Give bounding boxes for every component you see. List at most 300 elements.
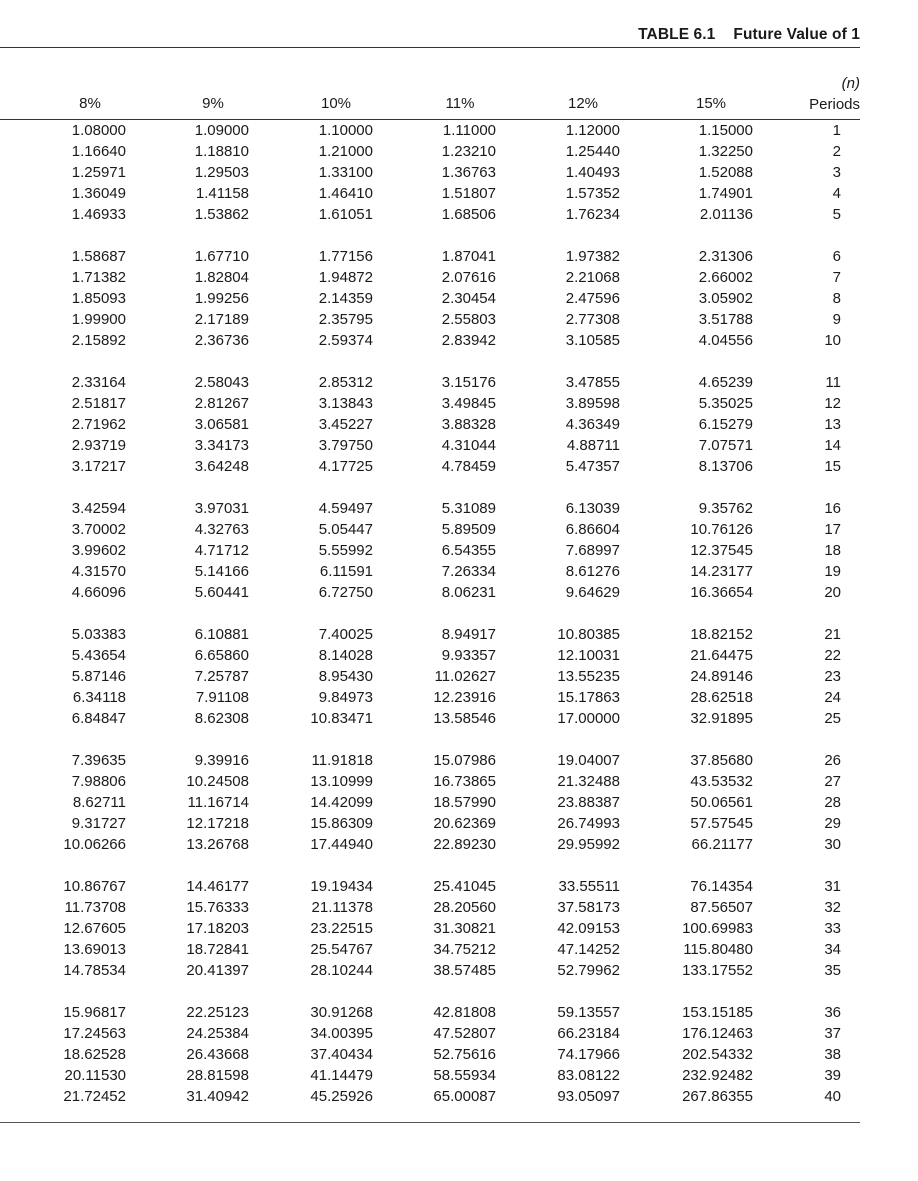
- value-cell: 1.16640: [71, 143, 126, 160]
- value-cell: 267.86355: [682, 1088, 753, 1105]
- table-row: [0, 267, 841, 288]
- value-cell: 2.85312: [318, 374, 373, 391]
- value-cell: 30.91268: [310, 1004, 373, 1021]
- value-cell: 66.21177: [691, 836, 753, 853]
- value-cell: 7.91108: [195, 689, 249, 706]
- value-cell: 14.23177: [690, 563, 753, 580]
- value-cell: 24.89146: [690, 668, 753, 685]
- value-cell: 20.11530: [64, 1067, 126, 1084]
- value-cell: 76.14354: [690, 878, 753, 895]
- value-cell: 15.17863: [557, 689, 620, 706]
- table-row: [0, 561, 841, 582]
- period-cell: 39: [824, 1067, 841, 1084]
- value-cell: 3.10585: [565, 332, 620, 349]
- value-cell: 115.80480: [683, 941, 753, 958]
- value-cell: 19.04007: [557, 752, 620, 769]
- table-row: [0, 624, 841, 645]
- value-cell: 1.36049: [71, 185, 126, 202]
- value-cell: 11.16714: [187, 794, 249, 811]
- value-cell: 2.66002: [698, 269, 753, 286]
- value-cell: 93.05097: [557, 1088, 620, 1105]
- table-row: [0, 372, 841, 393]
- spacer-cell: [0, 729, 841, 750]
- period-cell: 8: [832, 290, 841, 307]
- period-cell: 2: [832, 143, 841, 160]
- value-cell: 1.51807: [441, 185, 496, 202]
- value-cell: 83.08122: [557, 1067, 620, 1084]
- column-header-rate: 12%: [567, 95, 599, 112]
- value-cell: 28.10244: [310, 962, 373, 979]
- period-cell: 33: [824, 920, 841, 937]
- value-cell: 1.58687: [71, 248, 126, 265]
- value-cell: 13.58546: [433, 710, 496, 727]
- table-row: [0, 519, 841, 540]
- value-cell: 66.23184: [557, 1025, 620, 1042]
- value-cell: 2.51817: [71, 395, 126, 412]
- value-cell: 11.73708: [64, 899, 126, 916]
- value-cell: 1.76234: [565, 206, 620, 223]
- period-cell: 23: [824, 668, 841, 685]
- value-cell: 1.29503: [194, 164, 249, 181]
- value-cell: 50.06561: [690, 794, 753, 811]
- column-header-periods: [790, 73, 860, 115]
- table-row: [0, 141, 841, 162]
- value-cell: 18.82152: [690, 626, 753, 643]
- value-cell: 4.71712: [194, 542, 249, 559]
- value-cell: 1.15000: [698, 122, 753, 139]
- value-cell: 25.54767: [310, 941, 373, 958]
- value-cell: 3.17217: [71, 458, 126, 475]
- table-row: [0, 246, 841, 267]
- value-cell: 1.85093: [71, 290, 126, 307]
- table-row: [0, 771, 841, 792]
- column-header-rate: 9%: [202, 95, 224, 112]
- value-cell: 2.17189: [194, 311, 249, 328]
- column-header-rate: 8%: [79, 95, 101, 112]
- value-cell: 6.10881: [194, 626, 249, 643]
- table-row: [0, 1002, 841, 1023]
- value-cell: 13.26768: [186, 836, 249, 853]
- value-cell: 5.43654: [71, 647, 126, 664]
- value-cell: 45.25926: [310, 1088, 373, 1105]
- period-cell: 1: [832, 122, 841, 139]
- value-cell: 23.22515: [310, 920, 373, 937]
- value-cell: 3.05902: [698, 290, 753, 307]
- value-cell: 9.64629: [565, 584, 620, 601]
- value-cell: 3.42594: [71, 500, 126, 517]
- value-cell: 33.55511: [558, 878, 620, 895]
- value-cell: 9.39916: [194, 752, 249, 769]
- future-value-table: [0, 120, 841, 1107]
- value-cell: 1.32250: [698, 143, 753, 160]
- value-cell: 10.80385: [557, 626, 620, 643]
- table-row: [0, 204, 841, 225]
- value-cell: 13.10999: [310, 773, 373, 790]
- table-row: [0, 330, 841, 351]
- value-cell: 6.72750: [318, 584, 373, 601]
- value-cell: 31.30821: [433, 920, 496, 937]
- value-cell: 5.87146: [71, 668, 126, 685]
- table-row: [0, 1065, 841, 1086]
- table-row: [0, 309, 841, 330]
- value-cell: 3.97031: [194, 500, 249, 517]
- period-cell: 38: [824, 1046, 841, 1063]
- value-cell: 2.15892: [71, 332, 126, 349]
- value-cell: 1.94872: [318, 269, 373, 286]
- period-cell: 5: [832, 206, 841, 223]
- value-cell: 3.49845: [441, 395, 496, 412]
- value-cell: 14.42099: [310, 794, 373, 811]
- value-cell: 2.58043: [194, 374, 249, 391]
- table-row: [0, 687, 841, 708]
- spacer-cell: [0, 981, 841, 1002]
- value-cell: 9.93357: [441, 647, 496, 664]
- value-cell: 1.11000: [442, 122, 496, 139]
- value-cell: 6.13039: [565, 500, 620, 517]
- table-row: [0, 666, 841, 687]
- value-cell: 5.31089: [441, 500, 496, 517]
- table-row: [0, 918, 841, 939]
- table-row: [0, 120, 841, 141]
- value-cell: 8.94917: [441, 626, 496, 643]
- period-cell: 31: [824, 878, 841, 895]
- value-cell: 2.55803: [441, 311, 496, 328]
- value-cell: 38.57485: [433, 962, 496, 979]
- value-cell: 3.34173: [194, 437, 249, 454]
- value-cell: 4.31044: [441, 437, 496, 454]
- value-cell: 1.68506: [441, 206, 496, 223]
- period-cell: 11: [825, 374, 841, 391]
- period-cell: 37: [824, 1025, 841, 1042]
- value-cell: 8.62711: [72, 794, 126, 811]
- value-cell: 21.11378: [311, 899, 373, 916]
- value-cell: 7.26334: [441, 563, 496, 580]
- value-cell: 3.13843: [318, 395, 373, 412]
- value-cell: 7.39635: [71, 752, 126, 769]
- value-cell: 1.08000: [71, 122, 126, 139]
- value-cell: 23.88387: [557, 794, 620, 811]
- value-cell: 22.89230: [433, 836, 496, 853]
- value-cell: 10.06266: [63, 836, 126, 853]
- value-cell: 1.53862: [194, 206, 249, 223]
- value-cell: 232.92482: [682, 1067, 753, 1084]
- period-cell: 6: [832, 248, 841, 265]
- value-cell: 1.61051: [318, 206, 373, 223]
- bottom-rule: [0, 1122, 860, 1123]
- value-cell: 9.31727: [71, 815, 126, 832]
- value-cell: 47.14252: [557, 941, 620, 958]
- value-cell: 1.12000: [565, 122, 620, 139]
- value-cell: 21.72452: [63, 1088, 126, 1105]
- value-cell: 5.89509: [441, 521, 496, 538]
- value-cell: 3.15176: [441, 374, 496, 391]
- value-cell: 29.95992: [557, 836, 620, 853]
- table-body: [0, 120, 841, 1107]
- column-header-rate: 15%: [695, 95, 727, 112]
- value-cell: 2.07616: [441, 269, 496, 286]
- period-cell: 27: [824, 773, 841, 790]
- table-row: [0, 750, 841, 771]
- value-cell: 3.89598: [565, 395, 620, 412]
- period-cell: 32: [824, 899, 841, 916]
- table-title: [638, 26, 860, 44]
- value-cell: 31.40942: [186, 1088, 249, 1105]
- value-cell: 10.83471: [310, 710, 373, 727]
- period-cell: 15: [824, 458, 841, 475]
- table-row: [0, 939, 841, 960]
- value-cell: 7.68997: [565, 542, 620, 559]
- value-cell: 37.58173: [557, 899, 620, 916]
- column-header-rate: 11%: [445, 95, 475, 112]
- table-row: [0, 960, 841, 981]
- value-cell: 4.04556: [698, 332, 753, 349]
- value-cell: 1.57352: [565, 185, 620, 202]
- value-cell: 8.62308: [194, 710, 249, 727]
- table-row: [0, 1023, 841, 1044]
- value-cell: 2.77308: [565, 311, 620, 328]
- period-cell: 10: [824, 332, 841, 349]
- value-cell: 153.15185: [682, 1004, 753, 1021]
- periods-symbol: (n): [841, 75, 860, 92]
- value-cell: 1.21000: [318, 143, 373, 160]
- value-cell: 34.75212: [433, 941, 496, 958]
- value-cell: 3.06581: [194, 416, 249, 433]
- value-cell: 18.57990: [433, 794, 496, 811]
- value-cell: 1.41158: [195, 185, 249, 202]
- value-cell: 7.07571: [698, 437, 753, 454]
- value-cell: 15.86309: [310, 815, 373, 832]
- table-name: Future Value of 1: [733, 26, 860, 43]
- value-cell: 43.53532: [690, 773, 753, 790]
- value-cell: 4.31570: [71, 563, 126, 580]
- value-cell: 1.40493: [565, 164, 620, 181]
- value-cell: 15.07986: [433, 752, 496, 769]
- value-cell: 1.25440: [565, 143, 620, 160]
- value-cell: 65.00087: [433, 1088, 496, 1105]
- table-row: [0, 813, 841, 834]
- value-cell: 16.36654: [690, 584, 753, 601]
- value-cell: 3.99602: [71, 542, 126, 559]
- value-cell: 24.25384: [186, 1025, 249, 1042]
- value-cell: 1.97382: [565, 248, 620, 265]
- column-header-rate: 10%: [320, 95, 352, 112]
- value-cell: 2.33164: [71, 374, 126, 391]
- value-cell: 1.36763: [441, 164, 496, 181]
- period-cell: 17: [824, 521, 841, 538]
- value-cell: 1.77156: [318, 248, 373, 265]
- table-row: [0, 435, 841, 456]
- value-cell: 1.46933: [71, 206, 126, 223]
- group-spacer: [0, 981, 841, 1002]
- value-cell: 1.71382: [71, 269, 126, 286]
- value-cell: 8.95430: [318, 668, 373, 685]
- value-cell: 12.10031: [557, 647, 620, 664]
- value-cell: 100.69983: [682, 920, 753, 937]
- period-cell: 25: [824, 710, 841, 727]
- value-cell: 3.88328: [441, 416, 496, 433]
- value-cell: 18.72841: [186, 941, 249, 958]
- value-cell: 2.93719: [71, 437, 126, 454]
- value-cell: 87.56507: [690, 899, 753, 916]
- value-cell: 1.99256: [194, 290, 249, 307]
- value-cell: 1.82804: [194, 269, 249, 286]
- value-cell: 12.17218: [186, 815, 249, 832]
- period-cell: 34: [824, 941, 841, 958]
- value-cell: 1.10000: [318, 122, 373, 139]
- table-row: [0, 456, 841, 477]
- period-cell: 9: [832, 311, 841, 328]
- table-row: [0, 498, 841, 519]
- value-cell: 8.06231: [441, 584, 496, 601]
- value-cell: 2.35795: [318, 311, 373, 328]
- value-cell: 202.54332: [682, 1046, 753, 1063]
- value-cell: 4.17725: [318, 458, 373, 475]
- value-cell: 4.32763: [194, 521, 249, 538]
- table-label: TABLE 6.1: [638, 26, 716, 43]
- period-cell: 7: [832, 269, 841, 286]
- value-cell: 34.00395: [310, 1025, 373, 1042]
- spacer-cell: [0, 603, 841, 624]
- table-row: [0, 792, 841, 813]
- value-cell: 26.43668: [186, 1046, 249, 1063]
- table-row: [0, 414, 841, 435]
- value-cell: 52.79962: [557, 962, 620, 979]
- table-row: [0, 834, 841, 855]
- value-cell: 10.24508: [186, 773, 249, 790]
- table-row: [0, 645, 841, 666]
- group-spacer: [0, 477, 841, 498]
- value-cell: 5.05447: [318, 521, 373, 538]
- value-cell: 10.76126: [690, 521, 753, 538]
- value-cell: 42.09153: [557, 920, 620, 937]
- value-cell: 133.17552: [682, 962, 753, 979]
- period-cell: 18: [824, 542, 841, 559]
- value-cell: 9.35762: [698, 500, 753, 517]
- value-cell: 21.64475: [690, 647, 753, 664]
- value-cell: 6.15279: [698, 416, 753, 433]
- value-cell: 16.73865: [433, 773, 496, 790]
- period-cell: 22: [824, 647, 841, 664]
- value-cell: 28.62518: [690, 689, 753, 706]
- value-cell: 57.57545: [690, 815, 753, 832]
- group-spacer: [0, 351, 841, 372]
- table-row: [0, 876, 841, 897]
- value-cell: 2.81267: [194, 395, 249, 412]
- spacer-cell: [0, 855, 841, 876]
- period-cell: 26: [824, 752, 841, 769]
- value-cell: 8.13706: [698, 458, 753, 475]
- value-cell: 14.46177: [186, 878, 249, 895]
- value-cell: 59.13557: [557, 1004, 620, 1021]
- value-cell: 3.64248: [194, 458, 249, 475]
- spacer-cell: [0, 225, 841, 246]
- value-cell: 2.21068: [565, 269, 620, 286]
- table-row: [0, 162, 841, 183]
- value-cell: 5.55992: [318, 542, 373, 559]
- value-cell: 5.47357: [565, 458, 620, 475]
- value-cell: 4.65239: [698, 374, 753, 391]
- group-spacer: [0, 729, 841, 750]
- table-row: [0, 897, 841, 918]
- value-cell: 37.40434: [310, 1046, 373, 1063]
- value-cell: 1.23210: [441, 143, 496, 160]
- value-cell: 1.18810: [194, 143, 249, 160]
- group-spacer: [0, 225, 841, 246]
- period-cell: 20: [824, 584, 841, 601]
- value-cell: 1.46410: [318, 185, 373, 202]
- value-cell: 2.83942: [441, 332, 496, 349]
- value-cell: 17.44940: [310, 836, 373, 853]
- value-cell: 12.67605: [63, 920, 126, 937]
- value-cell: 1.74901: [698, 185, 753, 202]
- period-cell: 21: [824, 626, 841, 643]
- value-cell: 58.55934: [433, 1067, 496, 1084]
- value-cell: 41.14479: [310, 1067, 373, 1084]
- value-cell: 17.24563: [63, 1025, 126, 1042]
- value-cell: 11.02627: [434, 668, 496, 685]
- value-cell: 47.52807: [433, 1025, 496, 1042]
- value-cell: 7.40025: [318, 626, 373, 643]
- value-cell: 8.14028: [318, 647, 373, 664]
- value-cell: 2.01136: [699, 206, 753, 223]
- value-cell: 14.78534: [63, 962, 126, 979]
- period-cell: 13: [824, 416, 841, 433]
- group-spacer: [0, 603, 841, 624]
- value-cell: 25.41045: [433, 878, 496, 895]
- table-row: [0, 393, 841, 414]
- value-cell: 7.25787: [194, 668, 249, 685]
- value-cell: 32.91895: [690, 710, 753, 727]
- period-cell: 36: [824, 1004, 841, 1021]
- value-cell: 5.14166: [194, 563, 249, 580]
- value-cell: 3.79750: [318, 437, 373, 454]
- spacer-cell: [0, 477, 841, 498]
- value-cell: 176.12463: [682, 1025, 753, 1042]
- table-row: [0, 1086, 841, 1107]
- value-cell: 6.11591: [319, 563, 373, 580]
- period-cell: 12: [824, 395, 841, 412]
- value-cell: 3.70002: [71, 521, 126, 538]
- period-cell: 3: [832, 164, 841, 181]
- value-cell: 6.86604: [565, 521, 620, 538]
- spacer-cell: [0, 351, 841, 372]
- value-cell: 12.37545: [690, 542, 753, 559]
- value-cell: 26.74993: [557, 815, 620, 832]
- value-cell: 9.84973: [318, 689, 373, 706]
- value-cell: 15.76333: [186, 899, 249, 916]
- value-cell: 10.86767: [63, 878, 126, 895]
- value-cell: 2.30454: [441, 290, 496, 307]
- value-cell: 4.78459: [441, 458, 496, 475]
- value-cell: 3.47855: [565, 374, 620, 391]
- value-cell: 1.52088: [698, 164, 753, 181]
- value-cell: 7.98806: [71, 773, 126, 790]
- value-cell: 5.03383: [71, 626, 126, 643]
- value-cell: 2.59374: [318, 332, 373, 349]
- value-cell: 2.14359: [318, 290, 373, 307]
- value-cell: 6.34118: [72, 689, 126, 706]
- value-cell: 1.87041: [441, 248, 496, 265]
- value-cell: 2.71962: [71, 416, 126, 433]
- value-cell: 74.17966: [557, 1046, 620, 1063]
- value-cell: 6.65860: [194, 647, 249, 664]
- periods-label: Periods: [809, 96, 860, 113]
- period-cell: 30: [824, 836, 841, 853]
- value-cell: 1.25971: [71, 164, 126, 181]
- period-cell: 14: [824, 437, 841, 454]
- value-cell: 52.75616: [433, 1046, 496, 1063]
- table-row: [0, 183, 841, 204]
